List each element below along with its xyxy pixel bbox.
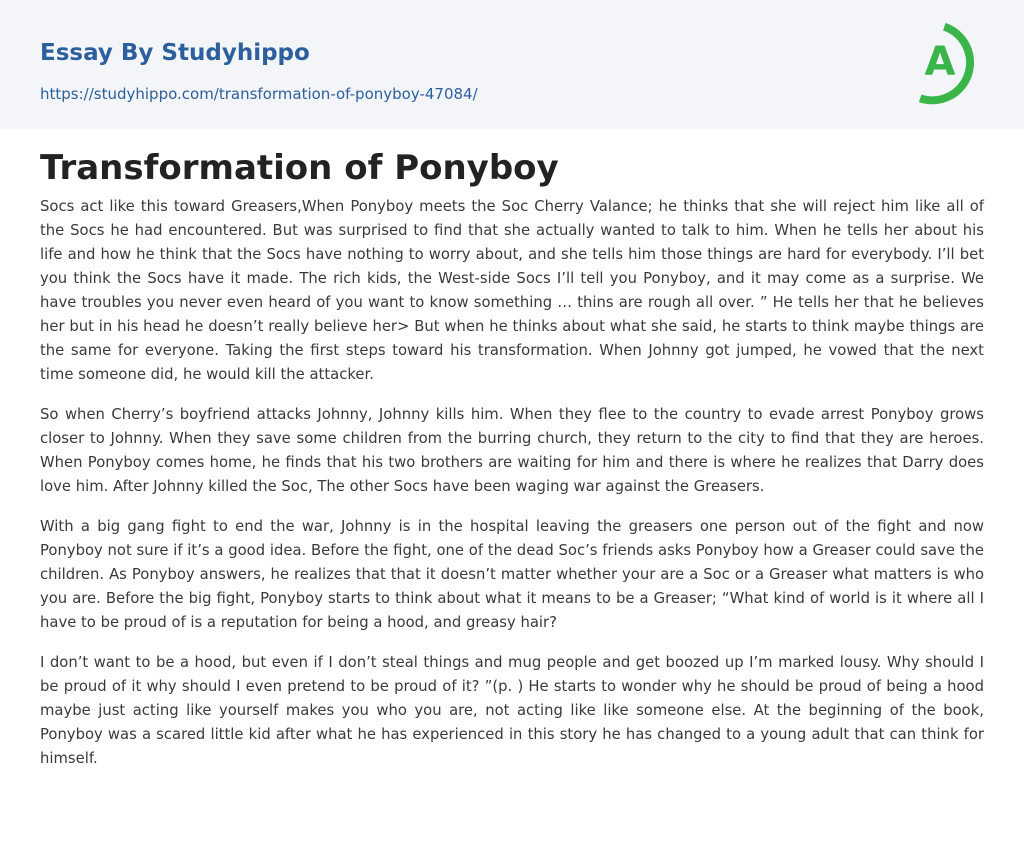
logo-letter: A [924, 39, 956, 85]
site-title[interactable]: Essay By Studyhippo [40, 40, 310, 66]
paragraph-2: So when Cherry’s boyfriend attacks Johnny, Johnny kills him. When they flee to the country to evade arrest Ponyboy grows closer to Johnny. When they save some children from the burring church, they return to the city to find that they are heroes. When Ponyboy comes home, he finds that his two brothers are waiting for him and there is where he realizes that Darry does love him. After Johnny killed the Soc, The other Socs have been waging war against the Greasers. [40, 406, 984, 495]
studyhippo-logo-icon[interactable] [913, 19, 987, 107]
essay-url-link[interactable]: https://studyhippo.com/transformation-of-ponyboy-47084/ [40, 85, 478, 103]
paragraph-4: I don’t want to be a hood, but even if I don’t steal things and mug people and get boozed up I’m marked lousy. Why should I be proud of it why should I even pretend to be proud of it? ”(p. ) He starts to wonder why he should be proud of being a hood maybe just acting like yourself makes you who you are, not acting like like someone else. At the beginning of the book, Ponyboy was a scared little kid after what he has experienced in this story he has changed to a young adult that can think for himself. [40, 654, 984, 767]
page-title: Transformation of Ponyboy [40, 148, 559, 188]
article-body [40, 195, 984, 771]
paragraph-3: With a big gang fight to end the war, Johnny is in the hospital leaving the greasers one person out of the fight and now Ponyboy not sure if it’s a good idea. Before the fight, one of the dead Soc’s friends asks Ponyboy how a Greaser could save the children. As Ponyboy answers, he realizes that that it doesn’t matter whether your are a Soc or a Greaser what matters is who you are. Before the big fight, Ponyboy starts to think about what it means to be a Greaser; “What kind of world is it where all I have to be proud of is a reputation for being a hood, and greasy hair? [40, 518, 984, 631]
article [40, 145, 984, 787]
site-header [0, 0, 1024, 129]
paragraph-1: Socs act like this toward Greasers,When Ponyboy meets the Soc Cherry Valance; he thinks that she will reject him like all of the Socs he had encountered. But was surprised to find that she actually wanted to talk to him. When he tells her about his life and how he think that the Socs have nothing to worry about, and she tells him those things are hard for everybody. I’ll bet you think the Socs have it made. The rich kids, the West-side Socs I’ll tell you Ponyboy, and it may come as a surprise. We have troubles you never even heard of you want to know something … thins are rough all over. ” He tells her that he believes her but in his head he doesn’t really believe her> But when he thinks about what she said, he starts to think maybe things are the same for everyone. Taking the first steps toward his transformation. When Johnny got jumped, he vowed that the next time someone did, he would kill the attacker. [40, 198, 984, 383]
